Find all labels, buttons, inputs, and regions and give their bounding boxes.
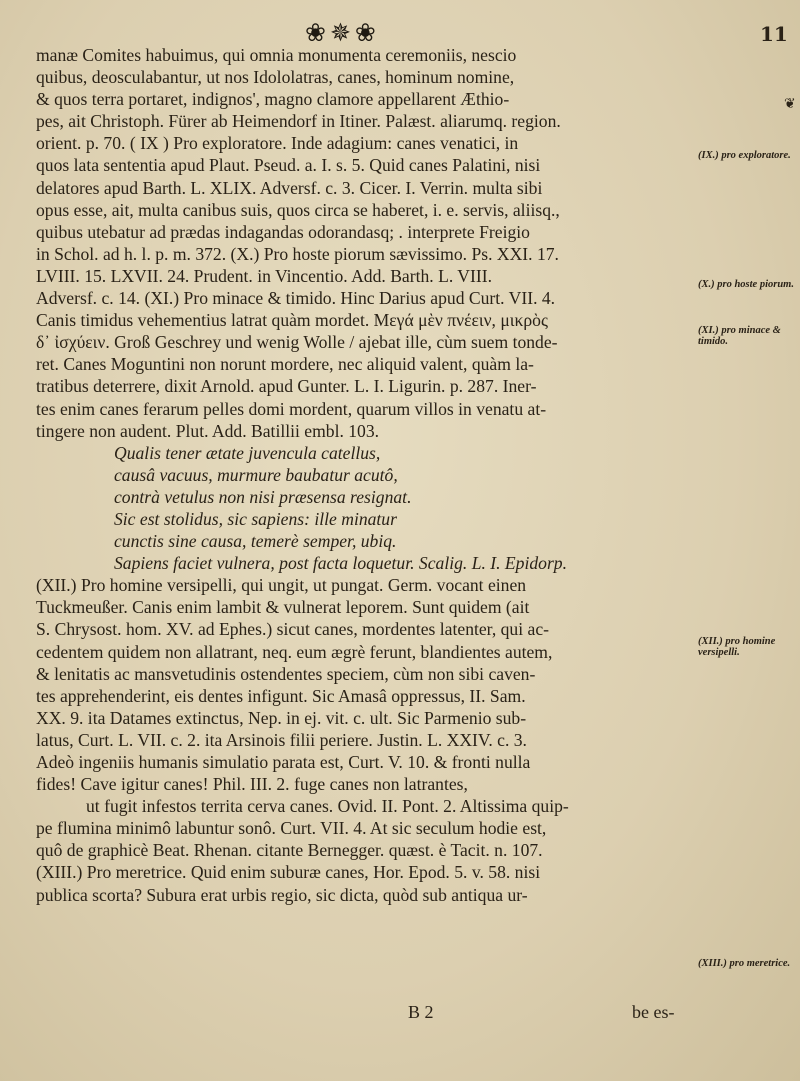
text-line: delatores apud Barth. L. XLIX. Adversf. c. 3. Cicer. I. Verrin. multa sibi [36, 177, 543, 198]
margin-note: (XIII.) pro meretrice. [698, 958, 791, 969]
text-line: Adeò ingeniis humanis simulatio parata est, Curt. V. 10. & fronti nulla [36, 752, 531, 772]
text-line: manæ Comites habuimus, qui omnia monumenta ceremoniis, nescio [36, 45, 517, 65]
text-line: ut fugit infestos territa cerva canes. Ovid. II. Pont. 2. Altissima quip- [86, 796, 569, 817]
text-line: & quos terra portaret, indignos', magno clamore appellarent Æthio- [36, 89, 510, 110]
text-line: Adversf. c. 14. (XI.) Pro minace & timido. Hinc Darius apud Curt. VII. 4. [36, 288, 556, 309]
page-number: 11 [760, 22, 788, 46]
page-body [36, 44, 686, 906]
text-line: quos lata sententia apud Plaut. Pseud. a. I. s. 5. Quid canes Palatini, nisi [36, 155, 541, 176]
text-line: S. Chrysost. hom. XV. ad Ephes.) sicut canes, mordentes latenter, qui ac- [36, 619, 549, 640]
text-line: LVIII. 15. LXVII. 24. Prudent. in Vincentio. Add. Barth. L. VIII. [36, 265, 492, 286]
margin-note: (XI.) pro minace & timido. [698, 325, 781, 347]
text-line: latus, Curt. L. VII. c. 2. ita Arsinois filii periere. Justin. L. XXIV. c. 3. [36, 729, 527, 750]
text-line: quô de graphicè Beat. Rhenan. citante Bernegger. quæst. è Tacit. n. 107. [36, 840, 543, 861]
poem-line: contrà vetulus non nisi præsensa resignat. [114, 486, 412, 507]
text-line: fides! Cave igitur canes! Phil. III. 2. fuge canes non latrantes, [36, 774, 468, 795]
text-line: tes enim canes ferarum pelles domi mordent, quarum villos in venatu at- [36, 398, 547, 419]
text-line: quibus utebatur ad prædas indagandas odorandasq; . interprete Freigio [36, 221, 530, 242]
signature-mark: B 2 [408, 1002, 434, 1022]
text-line: pes, ait Christoph. Fürer ab Heimendorf in Itiner. Palæst. aliarumq. region. [36, 111, 561, 132]
text-line: Canis timidus vehementius latrat quàm mordet. Μεγά μὲν πνέειν, μικρὸς [36, 310, 548, 331]
text-line: tes apprehenderint, eis dentes infigunt. Sic Amasâ oppressus, II. Sam. [36, 685, 526, 706]
text-line: pe flumina minimô labuntur sonô. Curt. VII. 4. At sic seculum hodie est, [36, 818, 547, 839]
text-line: ret. Canes Moguntini non norunt mordere, nec aliquid valent, quàm la- [36, 354, 534, 375]
poem-line: causâ vacuus, murmure baubatur acutô, [114, 464, 398, 485]
text-line: δ᾽ ἰσχύειν. Groß Geschrey und wenig Wolle / ajebat ille, cùm suem tonde- [36, 332, 558, 353]
poem-line: Sic est stolidus, sic sapiens: ille minatur [114, 508, 397, 529]
margin-note: (IX.) pro exploratore. [698, 150, 791, 161]
ornament-icon: ❀✵❀ [305, 18, 380, 47]
text-line: (XIII.) Pro meretrice. Quid enim suburæ canes, Hor. Epod. 5. v. 58. nisi [36, 862, 541, 883]
poem-line: cunctis sine causa, temerè semper, ubiq. [114, 531, 397, 552]
text-line: quibus, deosculabantur, ut nos Idololatras, canes, hominum nomine, [36, 67, 515, 88]
margin-note: (X.) pro hoste piorum. [698, 279, 794, 290]
poem-line: Qualis tener ætate juvencula catellus, [114, 442, 381, 463]
catchword: be es- [632, 1002, 675, 1022]
text-line: (XII.) Pro homine versipelli, qui ungit, ut pungat. Germ. vocant einen [36, 575, 527, 596]
text-line: & lenitatis ac mansvetudinis ostendentes speciem, cùm non sibi caven- [36, 663, 536, 684]
text-line: in Schol. ad h. l. p. m. 372. (X.) Pro hoste piorum sævissimo. Ps. XXI. 17. [36, 243, 559, 264]
text-line: opus esse, ait, multa canibus suis, quos circa se haberet, i. e. servis, aliisq., [36, 199, 560, 220]
text-line: tingere non audent. Plut. Add. Batillii embl. 103. [36, 420, 380, 441]
text-line: publica scorta? Subura erat urbis regio, sic dicta, quòd sub antiqua ur- [36, 884, 528, 905]
text-line: cedentem quidem non allatrant, neq. eum ægrè ferunt, blandientes autem, [36, 641, 553, 662]
page-header [0, 12, 800, 46]
margin-mark-icon: ❦ [784, 96, 796, 112]
text-line: XX. 9. ita Datames extinctus, Nep. in ej. vit. c. ult. Sic Parmenio sub- [36, 707, 527, 728]
text-line: orient. p. 70. ( IX ) Pro exploratore. Inde adagium: canes venatici, in [36, 133, 519, 154]
margin-note: (XII.) pro homine versipelli. [698, 636, 776, 658]
text-line: tratibus deterrere, dixit Arnold. apud Gunter. L. I. Ligurin. p. 287. Iner- [36, 376, 537, 397]
poem-line: Sapiens faciet vulnera, post facta loquetur. Scalig. L. I. Epidorp. [114, 553, 567, 574]
text-line: Tuckmeußer. Canis enim lambit & vulnerat leporem. Sunt quidem (ait [36, 597, 530, 618]
